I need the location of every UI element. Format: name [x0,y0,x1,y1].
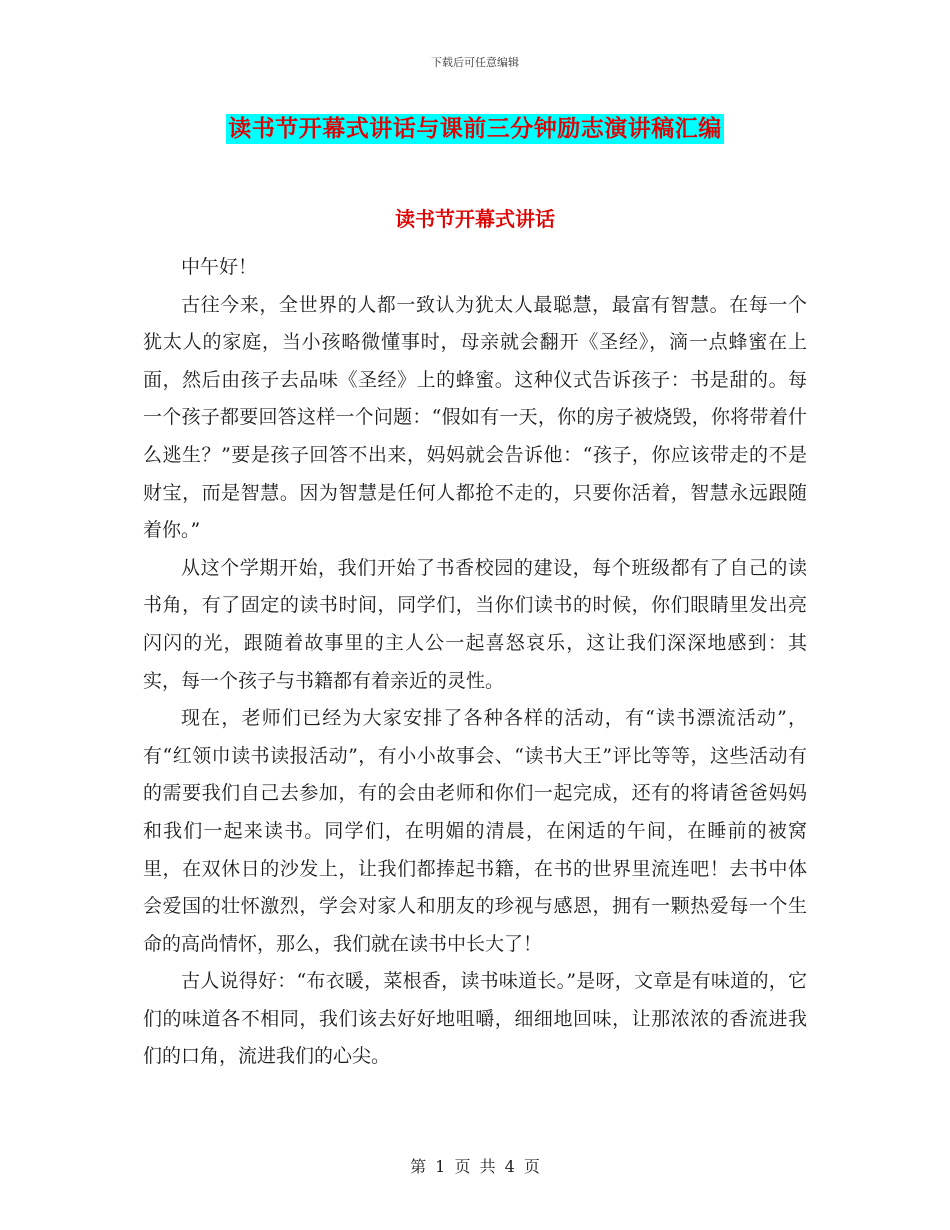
page-footer: 第 1 页 共 4 页 [410,1157,540,1176]
paragraph: 现在，老师们已经为大家安排了各种各样的活动，有“读书漂流活动”，有“红领巾读书读报活动”，有小小故事会、“读书大王”评比等等，这些活动有的需要我们自己去参加，有的会由老师和你们一起完成，还有的将请爸爸妈妈和我们一起来读书。同学们，在明媚的清晨，在闲适的午间，在睡前的被窝里，在双休日的沙发上，让我们都捧起书籍，在书的世界里流连吧！去书中体会爱国的壮怀激烈，学会对家人和朋友的珍视与感恩，拥有一颗热爱每一个生命的高尚情怀，那么，我们就在读书中长大了！ [143,707,807,955]
paragraph: 从这个学期开始，我们开始了书香校园的建设，每个班级都有了自己的读书角，有了固定的读书时间，同学们，当你们读书的时候，你们眼睛里发出亮闪闪的光，跟随着故事里的主人公一起喜怒哀乐，这让我们深深地感到：其实，每一个孩子与书籍都有着亲近的灵性。 [143,556,807,692]
paragraph-greeting: 中午好！ [181,256,258,278]
document-body [143,249,807,1076]
section-title: 读书节开幕式讲话 [395,207,555,231]
header-note: 下载后可任意编辑 [431,56,519,69]
paragraph: 古往今来，全世界的人都一致认为犹太人最聪慧，最富有智慧。在每一个犹太人的家庭，当小孩略微懂事时，母亲就会翻开《圣经》，滴一点蜂蜜在上面，然后由孩子去品味《圣经》上的蜂蜜。这种仪式告诉孩子：书是甜的。每一个孩子都要回答这样一个问题：“假如有一天，你的房子被烧毁，你将带着什么逃生？”要是孩子回答不出来，妈妈就会告诉他：“孩子，你应该带走的不是财宝，而是智慧。因为智慧是任何人都抢不走的，只要你活着，智慧永远跟随着你。” [143,293,807,542]
main-title-container [0,114,950,144]
main-title: 读书节开幕式讲话与课前三分钟励志演讲稿汇编 [228,115,722,142]
paragraph: 古人说得好：“布衣暖，菜根香，读书味道长。”是呀，文章是有味道的，它们的味道各不相同，我们该去好好地咀嚼，细细地回味，让那浓浓的香流进我们的口角，流进我们的心尖。 [143,970,807,1068]
